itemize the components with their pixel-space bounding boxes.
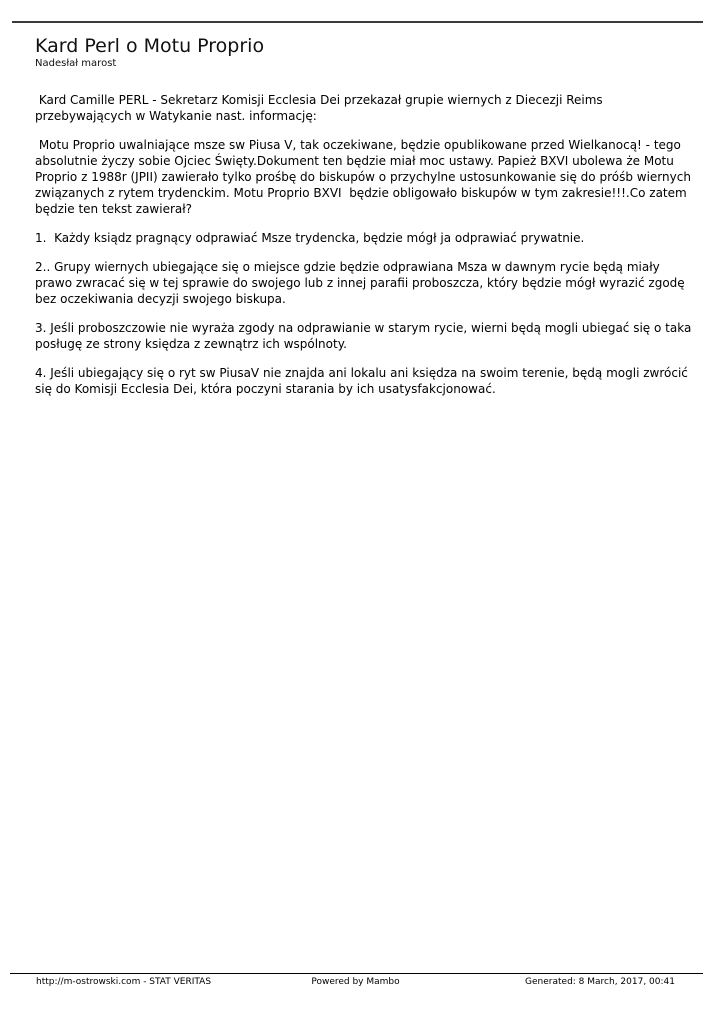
footer-divider [10, 973, 703, 974]
article-list-item-2: 2.. Grupy wiernych ubiegające się o miejsce gdzie będzie odprawiana Msza w dawnym rycie będą miały prawo zwracać się w tej sprawie do swojego lub z innej parafii proboszcza, który będzie mógł wyrazić zgodę bez oczekiwania decyzji swojego biskupa. [35, 260, 689, 306]
article-list-item-4: 4. Jeśli ubiegający się o ryt sw PiusaV nie znajda ani lokalu ani księdza na swoim terenie, będą mogli zwrócić się do Komisji Ecclesia Dei, która poczyni starania by ich usatysfakcjonować. [35, 366, 692, 396]
article-list-item-3: 3. Jeśli proboszczowie nie wyraża zgody na odprawianie w starym rycie, wierni będą mogli ubiegać się o taka posługę ze strony księdza z zewnątrz ich wspólnoty. [35, 321, 696, 351]
article-paragraph: Motu Proprio uwalniające msze sw Piusa V, tak oczekiwane, będzie opublikowane przed Wielkanocą! - tego absolutnie życzy sobie Ojciec Święty.Dokument ten będzie miał moc ustawy. Papież BXVI ubolewa że Motu Proprio z 1988r (JPII) zawierało tylko prośbę do biskupów o przychylne ustosunkowanie się do próśb wiernych związanych z rytem trydenckim. Motu Proprio BXVI będzie obligowało biskupów w tym zakresie!!!.Co zatem będzie ten tekst zawierał? [35, 138, 695, 216]
page-title: Kard Perl o Motu Proprio [35, 35, 265, 57]
footer-powered-by: Powered by Mambo [311, 977, 400, 987]
footer-site-url: http://m-ostrowski.com - STAT VERITAS [36, 977, 212, 987]
article-body [35, 92, 696, 397]
article-list-item-1: 1. Każdy ksiądz pragnący odprawiać Msze trydencka, będzie mógł ja odprawiać prywatnie. [35, 231, 585, 245]
article-paragraph: Kard Camille PERL - Sekretarz Komisji Ecclesia Dei przekazał grupie wiernych z Diecezji Reims przebywających w Watykanie nast. informację: [35, 93, 607, 123]
article-byline: Nadesłał marost [35, 58, 117, 69]
footer-generated-timestamp: Generated: 8 March, 2017, 00:41 [525, 977, 675, 987]
page-footer [10, 976, 703, 988]
header-divider [12, 21, 703, 23]
article-content [35, 35, 696, 410]
